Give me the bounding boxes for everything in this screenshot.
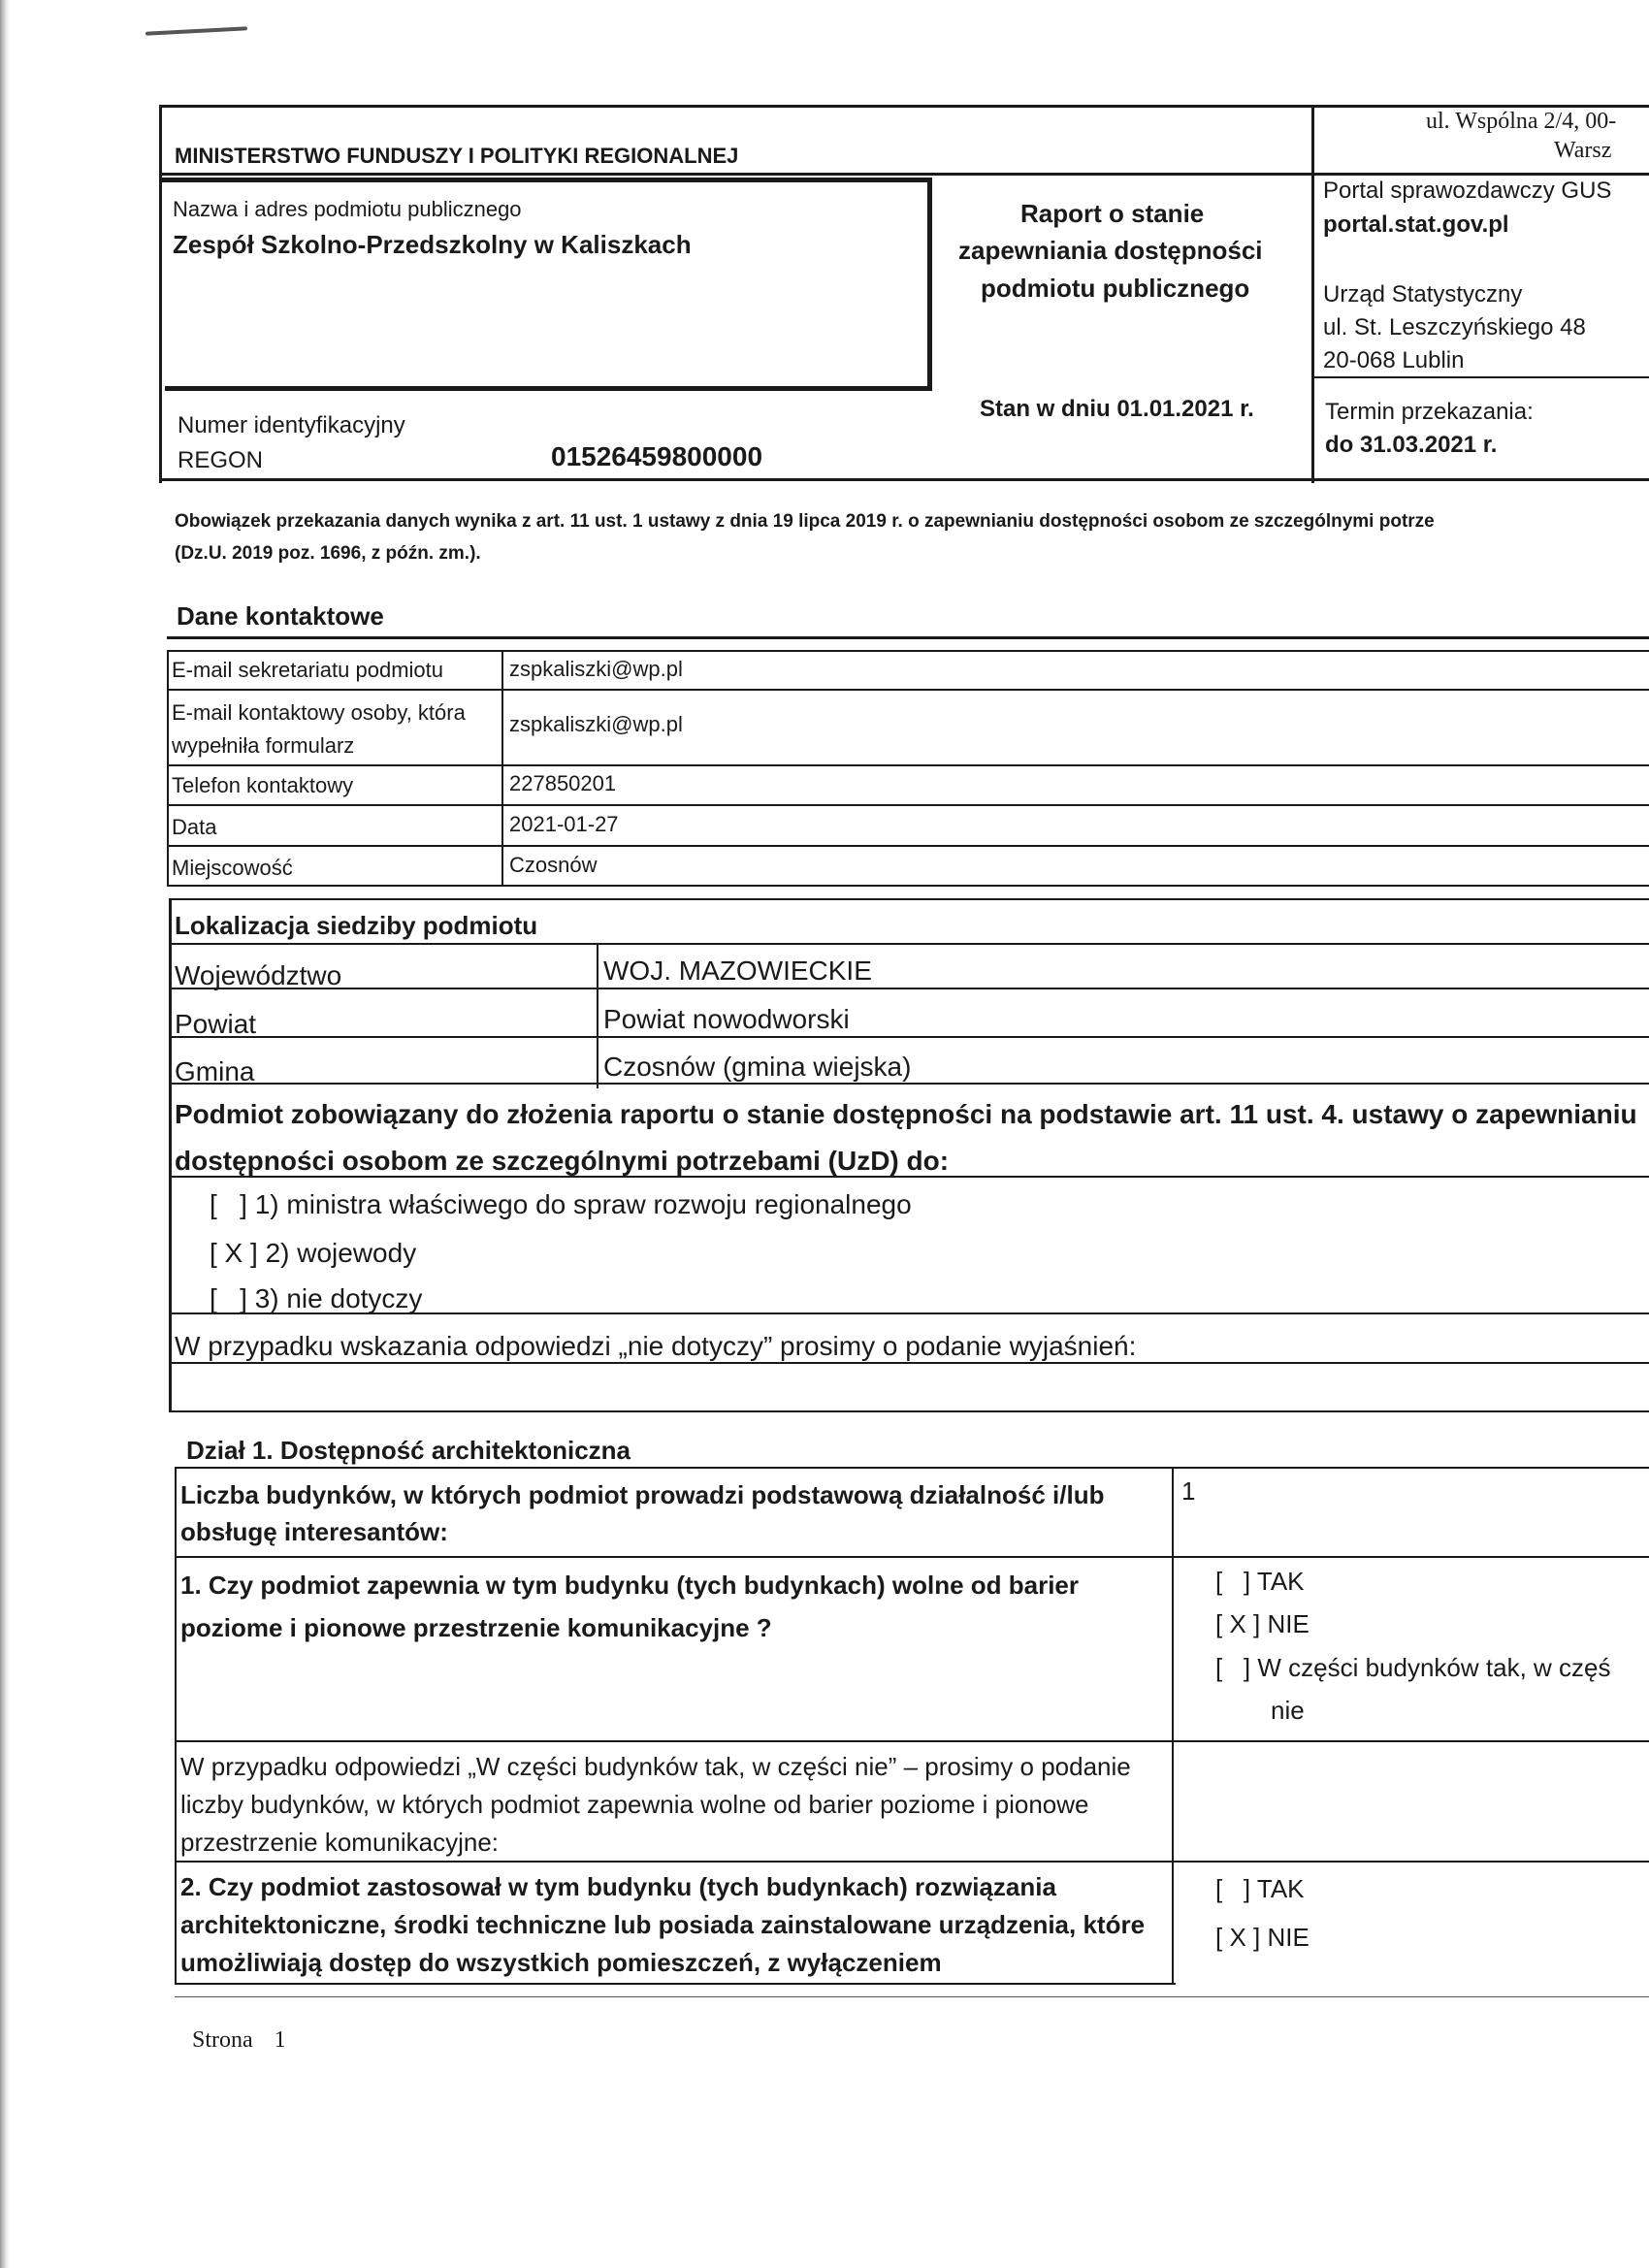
legal-note-line2: (Dz.U. 2019 poz. 1696, z późn. zm.). [175, 543, 481, 564]
question-2-text: 2. Czy podmiot zastosował w tym budynku (tych budynkach) rozwiązania architektoniczne, środki techniczne lub posiada zainstalowane urządzenia, które umożliwiają dostęp do wszystkich pomieszczeń, z wyłączeniem [180, 1872, 1146, 1977]
not-applicable-explain-field[interactable] [173, 1366, 1647, 1409]
state-date: Stan w dniu 01.01.2021 r. [980, 396, 1254, 422]
checkbox-mark-empty[interactable]: [ ] [1215, 1653, 1251, 1682]
regon-label: REGON [178, 447, 264, 473]
contact-label-date: Data [172, 815, 217, 839]
contact-value-city: Czosnów [509, 853, 598, 877]
portal-label: Portal sprawozdawczy GUS [1323, 178, 1612, 204]
contact-label-person-email: E-mail kontaktowy osoby, która wypełniła formularz [172, 700, 466, 758]
scan-edge-shadow [0, 0, 10, 2268]
checkbox-mark-checked[interactable]: [ X ] [210, 1238, 258, 1268]
ministry-address-line2: Warsz [1554, 138, 1612, 163]
ministry-name: MINISTERSTWO FUNDUSZY I POLITYKI REGIONALNEJ [175, 144, 739, 168]
location-label-county: Powiat [175, 1009, 257, 1039]
checkbox-mark-empty[interactable]: [ ] [210, 1283, 247, 1313]
checkbox-mark-empty[interactable]: [ ] [1215, 1874, 1251, 1903]
q1-partial-explain-label: W przypadku odpowiedzi „W części budynków tak, w części nie” – prosimy o podanie liczby budynków, w których podmiot zapewnia wolne od barier poziome i pionowe przestrzenie komunikacyjne: [180, 1752, 1131, 1857]
option-label: TAK [1256, 1874, 1305, 1903]
question-1-text: 1. Czy podmiot zapewnia w tym budynku (tych budynkach) wolne od barier poziome i pionowe przestrzenie komunikacyjne ? [180, 1571, 1080, 1642]
obligation-option-2 [210, 1238, 416, 1269]
checkbox-mark-checked[interactable]: [ X ] [1215, 1923, 1261, 1952]
report-title-line1: Raport o stanie [1020, 199, 1205, 228]
ministry-address-line1: ul. Wspólna 2/4, 00- [1426, 109, 1617, 134]
buildings-count-label: Liczba budynków, w których podmiot prowadzi podstawową działalność i/lub obsługę interesantów: [180, 1480, 1105, 1546]
q2-option-yes [1215, 1874, 1305, 1904]
checkbox-mark-empty[interactable]: [ ] [210, 1189, 247, 1219]
option-label: 3) nie dotyczy [254, 1283, 423, 1313]
obligation-text: Podmiot zobowiązany do złożenia raportu o stanie dostępności na podstawie art. 11 ust. 4. ustawy o zapewnianiu dostępności osobom ze szczególnymi potrzebami (UzD) do: [175, 1099, 1637, 1176]
report-title-line2: zapewniania dostępności [958, 236, 1263, 265]
option-label: 2) wojewody [265, 1238, 417, 1268]
stat-office-city: 20-068 Lublin [1323, 347, 1465, 373]
option-label: NIE [1267, 1609, 1310, 1638]
deadline-value: do 31.03.2021 r. [1325, 432, 1498, 458]
id-number-label: Numer identyfikacyjny [178, 412, 405, 438]
q2-option-no [1215, 1923, 1310, 1953]
not-applicable-explain-label: W przypadku wskazania odpowiedzi „nie dotyczy” prosimy o podanie wyjaśnień: [175, 1331, 1137, 1361]
report-title-line3: podmiotu publicznego [981, 274, 1250, 303]
q1-option-partial-continuation: nie [1271, 1696, 1305, 1725]
option-label: NIE [1267, 1923, 1310, 1952]
contact-value-person-email: zspkaliszki@wp.pl [509, 712, 683, 736]
legal-note-line1: Obowiązek przekazania danych wynika z art. 11 ust. 1 ustawy z dnia 19 lipca 2019 r. o zapewnianiu dostępności osobom ze szczególnymi potrze [175, 511, 1435, 532]
entity-label: Nazwa i adres podmiotu publicznego [173, 197, 522, 221]
q1-option-partial [1215, 1653, 1610, 1683]
section1-heading: Dział 1. Dostępność architektoniczna [186, 1436, 631, 1465]
pen-stroke-mark [146, 26, 247, 35]
location-value-county: Powiat nowodworski [603, 1004, 850, 1034]
contact-label-city: Miejscowość [172, 856, 293, 880]
option-label: 1) ministra właściwego do spraw rozwoju regionalnego [254, 1189, 912, 1219]
checkbox-mark-empty[interactable]: [ ] [1215, 1567, 1251, 1596]
location-label-voivodeship: Województwo [175, 960, 342, 990]
stat-office-name: Urząd Statystyczny [1323, 281, 1523, 308]
q1-option-no [1215, 1609, 1310, 1639]
obligation-option-3 [210, 1283, 422, 1314]
contact-label-phone: Telefon kontaktowy [172, 773, 354, 797]
portal-url: portal.stat.gov.pl [1323, 211, 1509, 238]
regon-value: 01526459800000 [551, 441, 763, 471]
deadline-label: Termin przekazania: [1325, 399, 1534, 425]
page-label: Strona [192, 2027, 253, 2053]
checkbox-mark-checked[interactable]: [ X ] [1215, 1609, 1261, 1638]
contact-label-office-email: E-mail sekretariatu podmiotu [172, 658, 444, 682]
location-label-commune: Gmina [175, 1056, 255, 1086]
contact-value-date: 2021-01-27 [509, 812, 619, 836]
page-footer [192, 2027, 286, 2054]
contact-value-phone: 227850201 [509, 771, 617, 795]
option-label: W części budynków tak, w częś [1257, 1653, 1611, 1682]
page-number: 1 [274, 2027, 286, 2053]
obligation-option-1 [210, 1189, 912, 1220]
option-label: TAK [1256, 1567, 1305, 1596]
q1-partial-count-field[interactable] [1176, 1744, 1649, 1859]
location-value-voivodeship: WOJ. MAZOWIECKIE [603, 956, 872, 986]
location-heading: Lokalizacja siedziby podmiotu [175, 911, 538, 940]
buildings-count-value: 1 [1181, 1476, 1196, 1506]
location-value-commune: Czosnów (gmina wiejska) [603, 1052, 912, 1082]
stat-office-street: ul. St. Leszczyńskiego 48 [1323, 314, 1586, 340]
entity-name: Zespół Szkolno-Przedszkolny w Kaliszkach [173, 230, 692, 259]
contact-value-office-email: zspkaliszki@wp.pl [509, 657, 683, 681]
q1-option-yes [1215, 1567, 1305, 1597]
contact-heading: Dane kontaktowe [177, 601, 384, 631]
